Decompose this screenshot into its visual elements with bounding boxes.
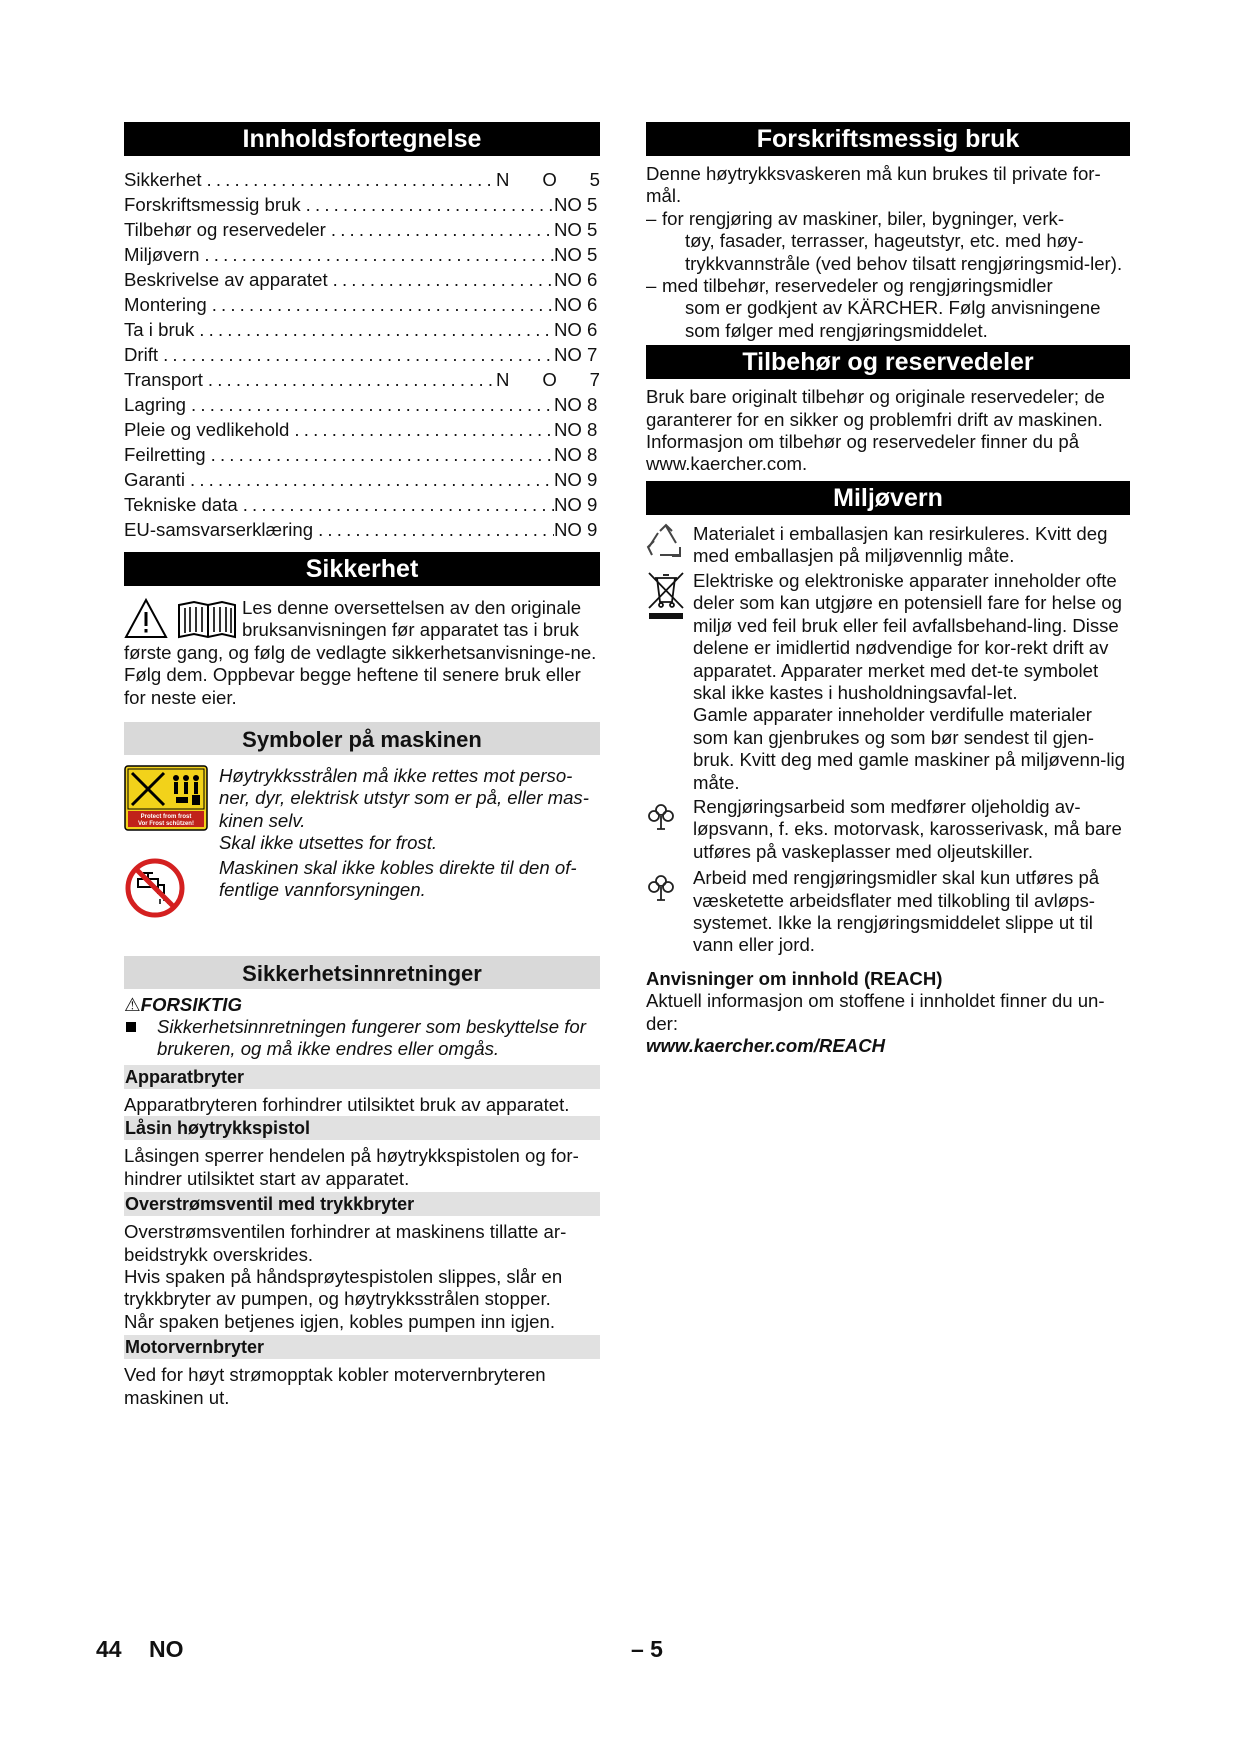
motorvern-heading: Motorvernbryter [124, 1335, 600, 1359]
overstroem-heading: Overstrømsventil med trykkbryter [124, 1192, 600, 1216]
reach-section: Anvisninger om innhold (REACH) Aktuell informasjon om stoffene i innholdet finner du un-der: www.kaercher.com/REACH [646, 968, 1130, 1058]
warning-label: ⚠FORSIKTIG [124, 993, 242, 1015]
toc-entry[interactable]: EU-samsvarserklæring . . . NO 9 [124, 517, 600, 542]
page-number-center: – 5 [631, 1636, 663, 1662]
toc-entry[interactable]: Forskriftsmessig bruk . . . NO 5 [124, 192, 600, 217]
toc-entry[interactable]: Feilretting . . . NO 8 [124, 442, 600, 467]
toc-heading: Innholdsfortegnelse [124, 122, 600, 156]
usage-section: Denne høytrykksvaskeren må kun brukes til private for-mål. – for rengjøring av maskiner, biler, bygninger, verk- tøy, fasader, terrasser, hageutstyr, etc. med høy-trykkvannstråle (ved behov tilsatt rengjøringsmid-ler). – med tilbehør, reservedeler og rengjøringsmidler som er godkjent av KÄRCHER. Følg anvisningene som følger med rengjøringsmiddelet. [646, 163, 1123, 341]
toc-entry[interactable]: Tilbehør og reservedeler . . . NO 5 [124, 217, 600, 242]
accessories-heading: Tilbehør og reservedeler [646, 345, 1130, 379]
symbols-section: Protect from frost Vor Frost schützen! Høytrykksstrålen må ikke rettes mot perso-ner, dyr, elektrisk utstyr som er på, eller mas-kinen selv. Skal ikke utsettes for frost. Maskinen skal ikke kobles direkte til den of-fentlige vannforsyningen. [124, 765, 600, 924]
toc-entry[interactable]: Tekniske data . . . NO 9 [124, 492, 600, 517]
environment-tree-icon [646, 802, 676, 832]
safety-heading: Sikkerhet [124, 552, 600, 586]
environment-tree-icon [646, 873, 676, 903]
reach-link[interactable]: www.kaercher.com/REACH [646, 1035, 886, 1056]
sticker-hazard-icon [124, 765, 208, 831]
left-column [124, 122, 600, 1409]
language-code: NO [149, 1636, 184, 1662]
right-column: Forskriftsmessig bruk Denne høytrykksvaskeren må kun brukes til private for-mål. – for rengjøring av maskiner, biler, bygninger, verk- tøy, fasader, terrasser, hageutstyr, etc. med høy-trykkvannstråle (ved behov tilsatt rengjøringsmid-ler). – med tilbehør, reservedeler og rengjøringsmidler som er godkjent av KÄRCHER. Følg anvisningene som følger med rengjøringsmiddelet. Tilbehør og reservedeler Bruk bare originalt tilbehør og originale reservedeler; de garanterer for en sikker og problemfri drift av maskinen. Informasjon om tilbehør og reservedeler finner du på www.kaercher.com. Miljøvern Materialet i emballasjen kan resirkuleres. Kvitt deg med emballasjen på miljøvennlig måte. Elektriske og elektroniske apparater inneholder ofte deler som kan utgjøre en potensiell fare for helse og miljø ved feil bruk eller feil avfallsbehand-ling. Disse delene er imidlertid nødvendige for kor-rekt drift av apparatet. Apparater merket med det-te symbolet skal ikke kastes i husholdningsavfal-let. Gamle apparater inneholder verdifulle materialer som kan gjenbrukes og som bør sendest til gjen-bruk. Kvitt deg med gamle maskiner på miljøvenn-lig måte. Rengjøringsarbeid som medfører oljeholdig av-løpsvann, f. eks. motorvask, karosserivask, må bare utføres på vaskeplasser med oljeutskiller. Arbeid med rengjøringsmidler skal kun utføres på væsketette arbeidsflater med tilkobling til avløps-systemet. Ikke la rengjøringsmiddelet slippe ut til vann eller jord. Anvisninger om innhold (REACH) Aktuell informasjon om stoffene i innholdet finner du un-der: www.kaercher.com/REACH [646, 122, 1130, 1057]
apparatbryter-heading: Apparatbryter [124, 1065, 600, 1089]
symbols-heading: Symboler på maskinen [124, 722, 600, 755]
devices-section: ⚠FORSIKTIG Sikkerhetsinnretningen fungerer som beskyttelse for brukeren, og må ikke endres eller omgås. Apparatbryter Apparatbryteren forhindrer utilsiktet bruk av apparatet. Låsin høytrykkspistol Låsingen sperrer hendelen på høytrykkspistolen og for-hindrer utilsiktet start av apparatet. Overstrømsventil med trykkbryter Overstrømsventilen forhindrer at maskinens tillatte ar-beidstrykk overskrides. Hvis spaken på håndsprøytespistolen slippes, slår en trykkbryter av pumpen, og høytrykksstrålen stopper. Når spaken betjenes igjen, kobles pumpen inn igjen. Motorvernbryter Ved for høyt strømopptak kobler motervernbryteren maskinen ut. [124, 994, 600, 1409]
svg-text:Protect from frost: Protect from frost [140, 814, 192, 821]
toc-entry[interactable]: Miljøvern . . . NO 5 [124, 242, 600, 267]
no-public-water-icon [124, 857, 186, 919]
toc-entry[interactable]: Transport . . . N O 7 [124, 367, 600, 392]
toc-list [124, 167, 600, 542]
toc-entry[interactable]: Ta i bruk . . . NO 6 [124, 317, 600, 342]
laasing-heading: Låsin høytrykkspistol [124, 1116, 600, 1140]
warning-triangle-icon [126, 600, 166, 637]
toc-entry[interactable]: Drift . . . NO 7 [124, 342, 600, 367]
svg-text:Vor Frost schützen!: Vor Frost schützen! [138, 821, 194, 828]
environment-section: Materialet i emballasjen kan resirkuleres. Kvitt deg med emballasjen på miljøvennlig måte. Elektriske og elektroniske apparater inneholder ofte deler som kan utgjøre en potensiell fare for helse og miljø ved feil bruk eller feil avfallsbehand-ling. Disse delene er imidlertid nødvendige for kor-rekt drift av apparatet. Apparater merket med det-te symbolet skal ikke kastes i husholdningsavfal-let. Gamle apparater inneholder verdifulle materialer som kan gjenbrukes og som bør sendest til gjen-bruk. Kvitt deg med gamle maskiner på miljøvenn-lig måte. Rengjøringsarbeid som medfører oljeholdig av-løpsvann, f. eks. motorvask, karosserivask, må bare utføres på vaskeplasser med oljeutskiller. Arbeid med rengjøringsmidler skal kun utføres på væsketette arbeidsflater med tilkobling til avløps-systemet. Ikke la rengjøringsmiddelet slippe ut til vann eller jord. [646, 523, 1130, 957]
toc-entry[interactable]: Garanti . . . NO 9 [124, 467, 600, 492]
devices-heading: Sikkerhetsinnretninger [124, 956, 600, 989]
recycle-icon [646, 523, 686, 563]
safety-intro: Les denne oversettelsen av den originale bruksanvisningen før apparatet tas i bruk første gang, og følg de vedlagte sikkerhetsanvisninge-ne. Følg dem. Oppbevar begge heftene til senere bruk eller for neste eier. [124, 597, 597, 708]
toc-entry[interactable]: Beskrivelse av apparatet . . . NO 6 [124, 267, 600, 292]
toc-entry[interactable]: Montering . . . NO 6 [124, 292, 600, 317]
toc-entry[interactable]: Lagring . . . NO 8 [124, 392, 600, 417]
page-number-left: 44 [96, 1636, 122, 1662]
usage-heading: Forskriftsmessig bruk [646, 122, 1130, 156]
manual-book-icon [179, 602, 235, 637]
environment-heading: Miljøvern [646, 481, 1130, 515]
weee-bin-icon [646, 570, 686, 622]
toc-entry[interactable]: Sikkerhet . . . N O 5 [124, 167, 600, 192]
toc-entry[interactable]: Pleie og vedlikehold . . . NO 8 [124, 417, 600, 442]
bullet-square-icon [126, 1022, 136, 1032]
warning-small-icon: ⚠ [124, 993, 141, 1015]
